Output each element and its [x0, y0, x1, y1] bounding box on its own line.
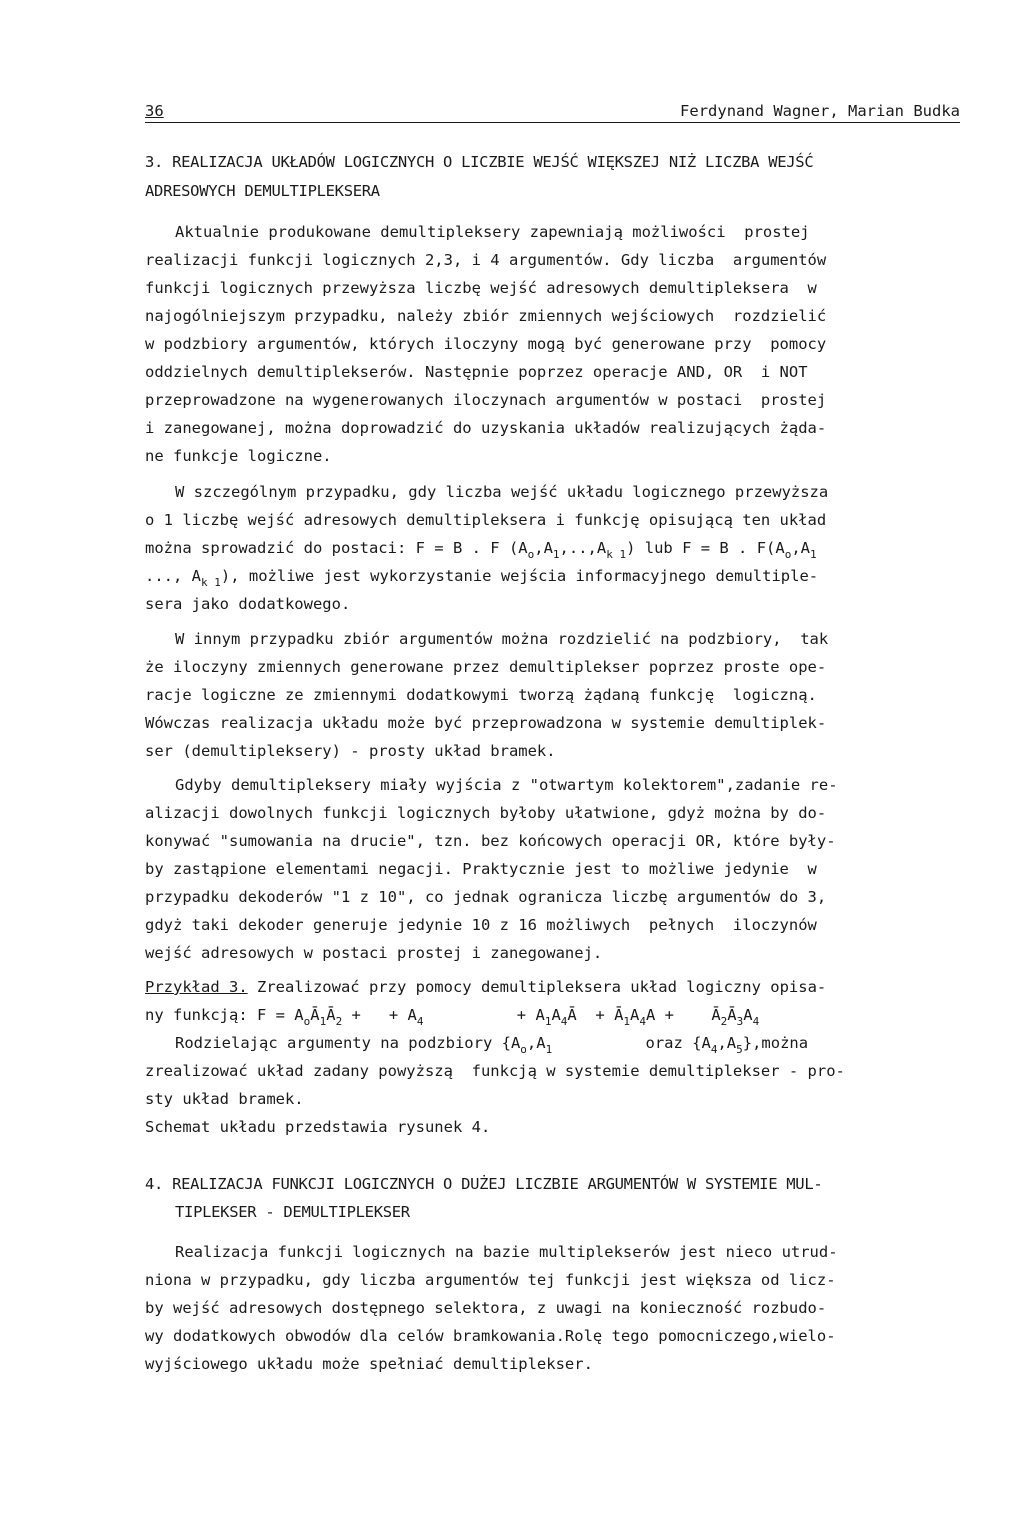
section-3-heading: 3. REALIZACJA UKŁADÓW LOGICZNYCH O LICZBIE WEJŚĆ WIĘKSZEJ NIŻ LICZBA WEJŚĆ	[145, 153, 814, 171]
text-line: gdyż taki dekoder generuje jedynie 10 z 16 możliwych pełnych iloczynów	[145, 916, 817, 934]
text-line: i zanegowanej, można doprowadzić do uzyskania układów realizujących żąda-	[145, 419, 827, 437]
example-label: Przykład 3.	[145, 978, 248, 996]
text-line: wy dodatkowych obwodów dla celów bramkowania.Rolę tego pomocniczego,wielo-	[145, 1327, 836, 1345]
example-subsets-line: Rodzielając argumenty na podzbiory {$A_o,A_1$ oraz $\{A_4,A_5\},można$	[175, 1034, 809, 1056]
text-line: o 1 liczbę wejść adresowych demultipleksera i funkcję opisującą ten układ	[145, 511, 827, 529]
text-line: ser (demultipleksery) - prosty układ bramek.	[145, 742, 556, 760]
page-header	[145, 100, 960, 123]
formula-line: ..., $A_{k 1}$), możliwe jest wykorzystanie wejścia informacyjnego demultiple-	[145, 567, 819, 589]
text-line: konywać "sumowania na drucie", tzn. bez końcowych operacji OR, które były-	[145, 832, 836, 850]
text-line: Wówczas realizacja układu może być przeprowadzona w systemie demultiplek-	[145, 714, 827, 732]
example-formula-line: ny funkcją: $F = A_oĀ_1Ā_2$ + + $A_4$ + $A_1A_4Ā$ + $Ā_1A_4A$ + $Ā_2Ā_3A_4$	[145, 1006, 760, 1028]
text-line: Realizacja funkcji logicznych na bazie multiplekserów jest nieco utrud-	[175, 1243, 838, 1261]
example-intro-line: Przykład 3. Zrealizować przy pomocy demultipleksera układ logiczny opisa-	[145, 978, 827, 996]
text-line: W innym przypadku zbiór argumentów można rozdzielić na podzbiory, tak	[175, 630, 829, 648]
text-line: przypadku dekoderów "1 z 10", co jednak ogranicza liczbę argumentów do 3,	[145, 888, 827, 906]
text-line: sty układ bramek.	[145, 1090, 304, 1108]
text-line: alizacji dowolnych funkcji logicznych byłoby ułatwione, gdyż można by do-	[145, 804, 827, 822]
text-line: Gdyby demultipleksery miały wyjścia z "otwartym kolektorem",zadanie re-	[175, 776, 838, 794]
text-line: sera jako dodatkowego.	[145, 595, 351, 613]
text-line: że iloczyny zmiennych generowane przez demultiplekser poprzez proste ope-	[145, 658, 827, 676]
text-line: racje logiczne ze zmiennymi dodatkowymi tworzą żądaną funkcję logiczną.	[145, 686, 817, 704]
section-4-heading: 4. REALIZACJA FUNKCJI LOGICZNYCH O DUŻEJ LICZBIE ARGUMENTÓW W SYSTEMIE MUL-	[145, 1175, 823, 1193]
section-3-heading-cont: ADRESOWYCH DEMULTIPLEKSERA	[145, 182, 380, 200]
text-line: zrealizować układ zadany powyższą funkcją w systemie demultiplekser - pro-	[145, 1062, 845, 1080]
text-line: wejść adresowych w postaci prostej i zanegowanej.	[145, 944, 603, 962]
text-line: wyjściowego układu może spełniać demultiplekser.	[145, 1355, 593, 1373]
text-line: przeprowadzone na wygenerowanych iloczynach argumentów w postaci prostej	[145, 391, 827, 409]
formula-line: można sprowadzić do postaci: F = B . F $(A_o,A_1,..,A_{k 1})$ lub F = B . $F(A_o,A_1$	[145, 539, 817, 561]
text-line: funkcji logicznych przewyższa liczbę wejść adresowych demultipleksera w	[145, 279, 817, 297]
text-line: realizacji funkcji logicznych 2,3, i 4 argumentów. Gdy liczba argumentów	[145, 251, 827, 269]
text-line: niona w przypadku, gdy liczba argumentów tej funkcji jest większa od licz-	[145, 1271, 836, 1289]
section-4-heading-cont: TIPLEKSER - DEMULTIPLEKSER	[175, 1203, 410, 1221]
text-line: Schemat układu przedstawia rysunek 4.	[145, 1118, 491, 1136]
text-line: najogólniejszym przypadku, należy zbiór zmiennych wejściowych rozdzielić	[145, 307, 827, 325]
text-line: W szczególnym przypadku, gdy liczba wejść układu logicznego przewyższa	[175, 483, 829, 501]
running-head-authors: Ferdynand Wagner, Marian Budka	[680, 102, 960, 120]
text-line: by wejść adresowych dostępnego selektora, z uwagi na konieczność rozbudo-	[145, 1299, 827, 1317]
text-line: by zastąpione elementami negacji. Praktycznie jest to możliwe jedynie w	[145, 860, 817, 878]
text-line: ne funkcje logiczne.	[145, 447, 332, 465]
text-line: w podzbiory argumentów, których iloczyny mogą być generowane przy pomocy	[145, 335, 827, 353]
text-line: oddzielnych demultiplekserów. Następnie poprzez operacje AND, OR i NOT	[145, 363, 808, 381]
text-line: Aktualnie produkowane demultipleksery zapewniają możliwości prostej	[175, 223, 810, 241]
page-number: 36	[145, 102, 164, 120]
